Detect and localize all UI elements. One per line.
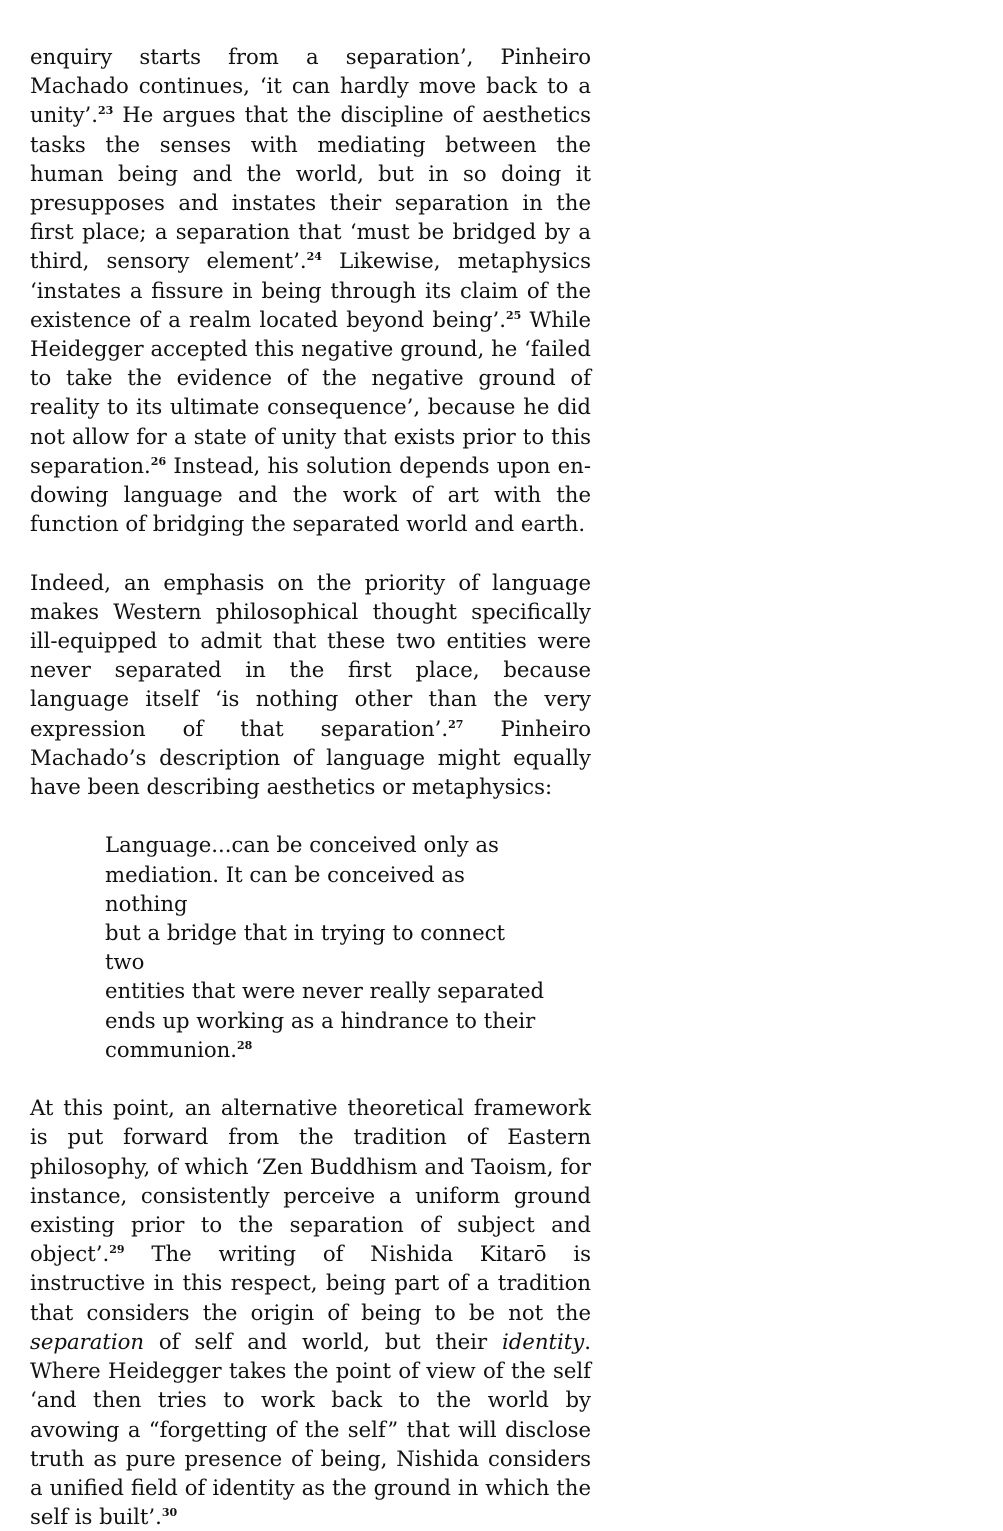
footnote-ref-26[interactable]: 26 [150,454,167,468]
paragraph-text: While Heidegger accepted this negative ground, he ‘failed to take the evidence of the negative ground of reality to its ultimate consequence’, because he did not allow for a state of unity that exists prior to this separation. [30,306,591,478]
footnote-ref-28[interactable]: 28 [237,1038,253,1052]
paragraph-text: Likewise, metaphysics ‘instates a fissure in being through its claim of the existence of a realm located beyond being’. [30,248,591,332]
paragraph-text: Indeed, an emphasis on the priority of language makes Western philosophical thought specifically ill-equipped to admit that these two entities were never separated in the first place, because language itself ‘is nothing other than the very expression of that separation’. [30,569,591,741]
footnote-ref-27[interactable]: 27 [448,717,464,731]
quote-line-last [105,1035,545,1064]
paragraph-gap [30,1064,591,1093]
paragraph-text: At this point, an alternative theoretical framework is put forward from the tradition of Eastern philosophy, of which ‘Zen Buddhism and Taoism, for instance, consistently perceive a uniform ground existing prior to the separation of subject and object’. [30,1095,591,1267]
footnote-ref-24[interactable]: 24 [306,250,322,264]
block-quote [105,830,545,1064]
quote-line: Language...can be conceived only as [105,832,499,858]
paragraph-3 [30,1093,591,1531]
emphasis-separation: separation [30,1328,145,1354]
paragraph-text: enquiry starts from a separation’, Pinheiro Machado continues, ‘it can hardly move back to a unity’. [30,44,591,128]
paragraph-text: Instead, his solution depends upon endowing language and the work of art with the function of bridging the separated world and earth. [30,452,591,537]
paragraph-text: He argues that the discipline of aesthetics tasks the senses with mediating between the human being and the world, but in so doing it presupposes and instates their separation in the first place; a separation that ‘must be bridged by a third, sensory element’. [30,102,591,274]
quote-line: but a bridge that in trying to connect two [105,920,506,975]
quote-line: mediation. It can be conceived as nothing [105,861,465,916]
quote-line: entities that were never really separated [105,978,545,1004]
paragraph-text: The writing of Nishida Kitarō is instructive in this respect, being part of a tradition that considers the origin of being to be not the [30,1241,591,1325]
emphasis-identity: identity [501,1328,585,1354]
paragraph-text: of self and world, but their [144,1328,502,1354]
footnote-ref-30[interactable]: 30 [161,1506,178,1520]
paragraph-gap [30,801,591,830]
paragraph-text: . Where Heidegger takes the point of view of the self ‘and then tries to work back to the world by avowing a “forgetting of the self” that will disclose truth as pure presence of being, Nishida considers a unified field of identity as the ground in which the self is built’. [30,1328,591,1530]
paragraph-2 [30,568,591,802]
paragraph-1 [30,42,591,538]
quote-line: communion. [105,1036,238,1062]
footnote-ref-29[interactable]: 29 [109,1243,125,1257]
paragraph-gap [30,538,591,567]
footnote-ref-23[interactable]: 23 [98,104,114,118]
quote-line: ends up working as a hindrance to their [105,1007,536,1033]
paragraph-text: Pinheiro Machado’s description of language might equally have been describing aesthetics or metaphysics: [30,715,591,800]
page-text [30,42,591,1531]
footnote-ref-25[interactable]: 25 [505,308,522,322]
